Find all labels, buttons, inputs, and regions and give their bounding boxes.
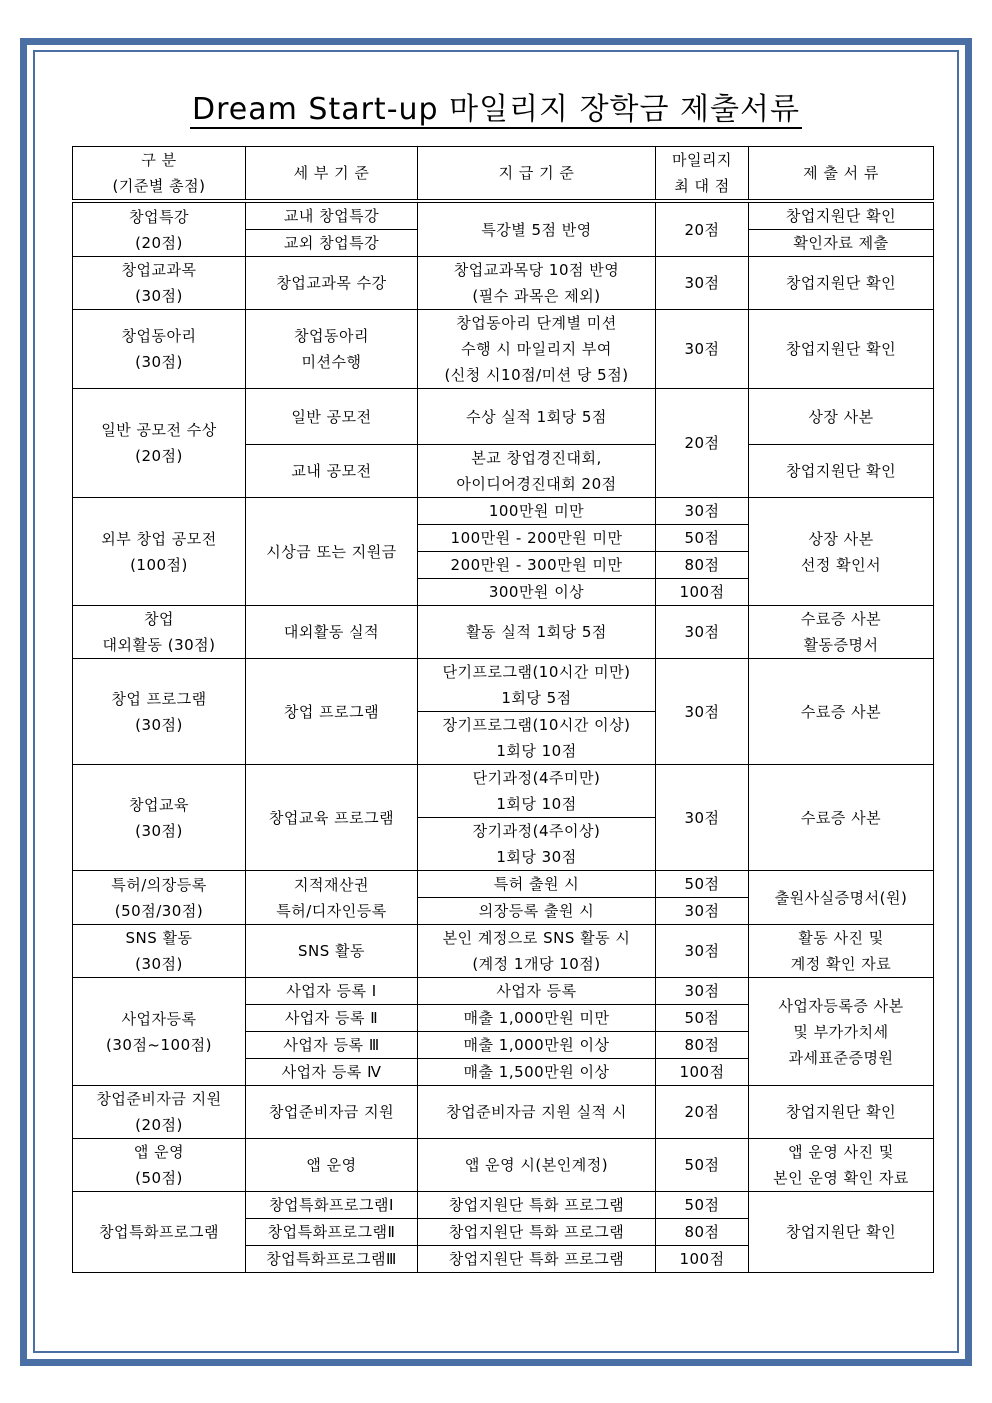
requirements-table: [72, 146, 934, 1273]
category-cell: 특허/의장등록 (50점/30점): [73, 871, 246, 925]
criteria-cell: 창업지원단 특화 프로그램: [418, 1192, 656, 1219]
documents-cell: 창업지원단 확인: [749, 445, 934, 498]
documents-cell: 상장 사본: [749, 389, 934, 445]
table-header-row: [73, 147, 934, 202]
points-cell: 30점: [656, 765, 749, 871]
documents-cell: 수료증 사본 활동증명서: [749, 606, 934, 659]
sub-criteria-cell: 창업동아리 미션수행: [246, 310, 418, 389]
documents-cell: 창업지원단 확인: [749, 310, 934, 389]
points-cell: 30점: [656, 310, 749, 389]
table-row: [73, 978, 934, 1005]
documents-cell: 확인자료 제출: [749, 230, 934, 257]
category-cell: 창업준비자금 지원 (20점): [73, 1086, 246, 1139]
criteria-cell: 단기프로그램(10시간 미만) 1회당 5점: [418, 659, 656, 712]
header-documents: 제 출 서 류: [749, 147, 934, 202]
sub-criteria-cell: 창업교육 프로그램: [246, 765, 418, 871]
sub-criteria-cell: 사업자 등록 Ⅰ: [246, 978, 418, 1005]
points-cell: 30점: [656, 978, 749, 1005]
points-cell: 30점: [656, 925, 749, 978]
sub-criteria-cell: 창업교과목 수강: [246, 257, 418, 310]
points-cell: 30점: [656, 498, 749, 525]
criteria-cell: 의장등록 출원 시: [418, 898, 656, 925]
criteria-cell: 특강별 5점 반영: [418, 201, 656, 257]
sub-criteria-cell: 앱 운영: [246, 1139, 418, 1192]
sub-criteria-cell: 교내 공모전: [246, 445, 418, 498]
sub-criteria-cell: SNS 활동: [246, 925, 418, 978]
points-cell: 100점: [656, 1059, 749, 1086]
category-cell: 창업동아리 (30점): [73, 310, 246, 389]
points-cell: 50점: [656, 1192, 749, 1219]
document-title: [0, 84, 992, 128]
criteria-cell: 300만원 이상: [418, 579, 656, 606]
criteria-cell: 100만원 미만: [418, 498, 656, 525]
sub-criteria-cell: 일반 공모전: [246, 389, 418, 445]
sub-criteria-cell: 교내 창업특강: [246, 201, 418, 230]
category-cell: 창업 대외활동 (30점): [73, 606, 246, 659]
points-cell: 20점: [656, 389, 749, 498]
points-cell: 80점: [656, 1032, 749, 1059]
criteria-cell: 본인 계정으로 SNS 활동 시 (계정 1개당 10점): [418, 925, 656, 978]
table-row: [73, 871, 934, 898]
table-row: [73, 1139, 934, 1192]
points-cell: 30점: [656, 606, 749, 659]
points-cell: 20점: [656, 201, 749, 257]
category-cell: 창업 프로그램 (30점): [73, 659, 246, 765]
category-cell: 외부 창업 공모전 (100점): [73, 498, 246, 606]
header-category: 구 분 (기준별 총점): [73, 147, 246, 202]
header-sub-criteria: 세 부 기 준: [246, 147, 418, 202]
sub-criteria-cell: 교외 창업특강: [246, 230, 418, 257]
documents-cell: 활동 사진 및 계정 확인 자료: [749, 925, 934, 978]
documents-cell: 창업지원단 확인: [749, 201, 934, 230]
table-row: [73, 1192, 934, 1219]
table-row: [73, 606, 934, 659]
documents-cell: 창업지원단 확인: [749, 1086, 934, 1139]
criteria-cell: 장기프로그램(10시간 이상) 1회당 10점: [418, 712, 656, 765]
table-row: [73, 389, 934, 445]
category-cell: 앱 운영 (50점): [73, 1139, 246, 1192]
criteria-cell: 본교 창업경진대회, 아이디어경진대회 20점: [418, 445, 656, 498]
table-row: [73, 310, 934, 389]
criteria-cell: 창업지원단 특화 프로그램: [418, 1246, 656, 1273]
table-row: [73, 1086, 934, 1139]
criteria-cell: 앱 운영 시(본인계정): [418, 1139, 656, 1192]
sub-criteria-cell: 창업 프로그램: [246, 659, 418, 765]
category-cell: 사업자등록 (30점~100점): [73, 978, 246, 1086]
points-cell: 20점: [656, 1086, 749, 1139]
criteria-cell: 활동 실적 1회당 5점: [418, 606, 656, 659]
documents-cell: 출원사실증명서(원): [749, 871, 934, 925]
documents-cell: 창업지원단 확인: [749, 1192, 934, 1273]
criteria-cell: 사업자 등록: [418, 978, 656, 1005]
category-cell: SNS 활동 (30점): [73, 925, 246, 978]
criteria-cell: 특허 출원 시: [418, 871, 656, 898]
points-cell: 50점: [656, 525, 749, 552]
points-cell: 100점: [656, 1246, 749, 1273]
category-cell: 창업교과목 (30점): [73, 257, 246, 310]
table-row: [73, 257, 934, 310]
sub-criteria-cell: 지적재산권 특허/디자인등록: [246, 871, 418, 925]
criteria-cell: 장기과정(4주이상) 1회당 30점: [418, 818, 656, 871]
points-cell: 50점: [656, 871, 749, 898]
documents-cell: 수료증 사본: [749, 659, 934, 765]
criteria-cell: 창업지원단 특화 프로그램: [418, 1219, 656, 1246]
criteria-cell: 단기과정(4주미만) 1회당 10점: [418, 765, 656, 818]
header-criteria: 지 급 기 준: [418, 147, 656, 202]
criteria-cell: 100만원 - 200만원 미만: [418, 525, 656, 552]
header-max-points: 마일리지 최 대 점: [656, 147, 749, 202]
sub-criteria-cell: 창업특화프로그램Ⅲ: [246, 1246, 418, 1273]
criteria-cell: 매출 1,000만원 미만: [418, 1005, 656, 1032]
category-cell: 일반 공모전 수상 (20점): [73, 389, 246, 498]
criteria-cell: 매출 1,000만원 이상: [418, 1032, 656, 1059]
documents-cell: 앱 운영 사진 및 본인 운영 확인 자료: [749, 1139, 934, 1192]
criteria-cell: 창업교과목당 10점 반영 (필수 과목은 제외): [418, 257, 656, 310]
table-row: [73, 498, 934, 525]
points-cell: 80점: [656, 1219, 749, 1246]
title-text: Dream Start-up 마일리지 장학금 제출서류: [192, 92, 800, 127]
sub-criteria-cell: 대외활동 실적: [246, 606, 418, 659]
sub-criteria-cell: 시상금 또는 지원금: [246, 498, 418, 606]
table-row: [73, 765, 934, 818]
documents-cell: 상장 사본 선정 확인서: [749, 498, 934, 606]
criteria-cell: 200만원 - 300만원 미만: [418, 552, 656, 579]
sub-criteria-cell: 사업자 등록 Ⅳ: [246, 1059, 418, 1086]
points-cell: 50점: [656, 1005, 749, 1032]
table-row: [73, 925, 934, 978]
criteria-cell: 매출 1,500만원 이상: [418, 1059, 656, 1086]
criteria-cell: 창업준비자금 지원 실적 시: [418, 1086, 656, 1139]
criteria-cell: 창업동아리 단계별 미션 수행 시 마일리지 부여 (신청 시10점/미션 당 5점): [418, 310, 656, 389]
category-cell: 창업특화프로그램: [73, 1192, 246, 1273]
table-row: [73, 201, 934, 230]
criteria-cell: 수상 실적 1회당 5점: [418, 389, 656, 445]
points-cell: 50점: [656, 1139, 749, 1192]
points-cell: 30점: [656, 659, 749, 765]
sub-criteria-cell: 창업준비자금 지원: [246, 1086, 418, 1139]
points-cell: 100점: [656, 579, 749, 606]
sub-criteria-cell: 사업자 등록 Ⅲ: [246, 1032, 418, 1059]
points-cell: 30점: [656, 898, 749, 925]
sub-criteria-cell: 사업자 등록 Ⅱ: [246, 1005, 418, 1032]
sub-criteria-cell: 창업특화프로그램Ⅰ: [246, 1192, 418, 1219]
category-cell: 창업교육 (30점): [73, 765, 246, 871]
table-row: [73, 659, 934, 712]
documents-cell: 수료증 사본: [749, 765, 934, 871]
documents-cell: 창업지원단 확인: [749, 257, 934, 310]
sub-criteria-cell: 창업특화프로그램Ⅱ: [246, 1219, 418, 1246]
category-cell: 창업특강 (20점): [73, 201, 246, 257]
documents-cell: 사업자등록증 사본 및 부가가치세 과세표준증명원: [749, 978, 934, 1086]
points-cell: 30점: [656, 257, 749, 310]
points-cell: 80점: [656, 552, 749, 579]
